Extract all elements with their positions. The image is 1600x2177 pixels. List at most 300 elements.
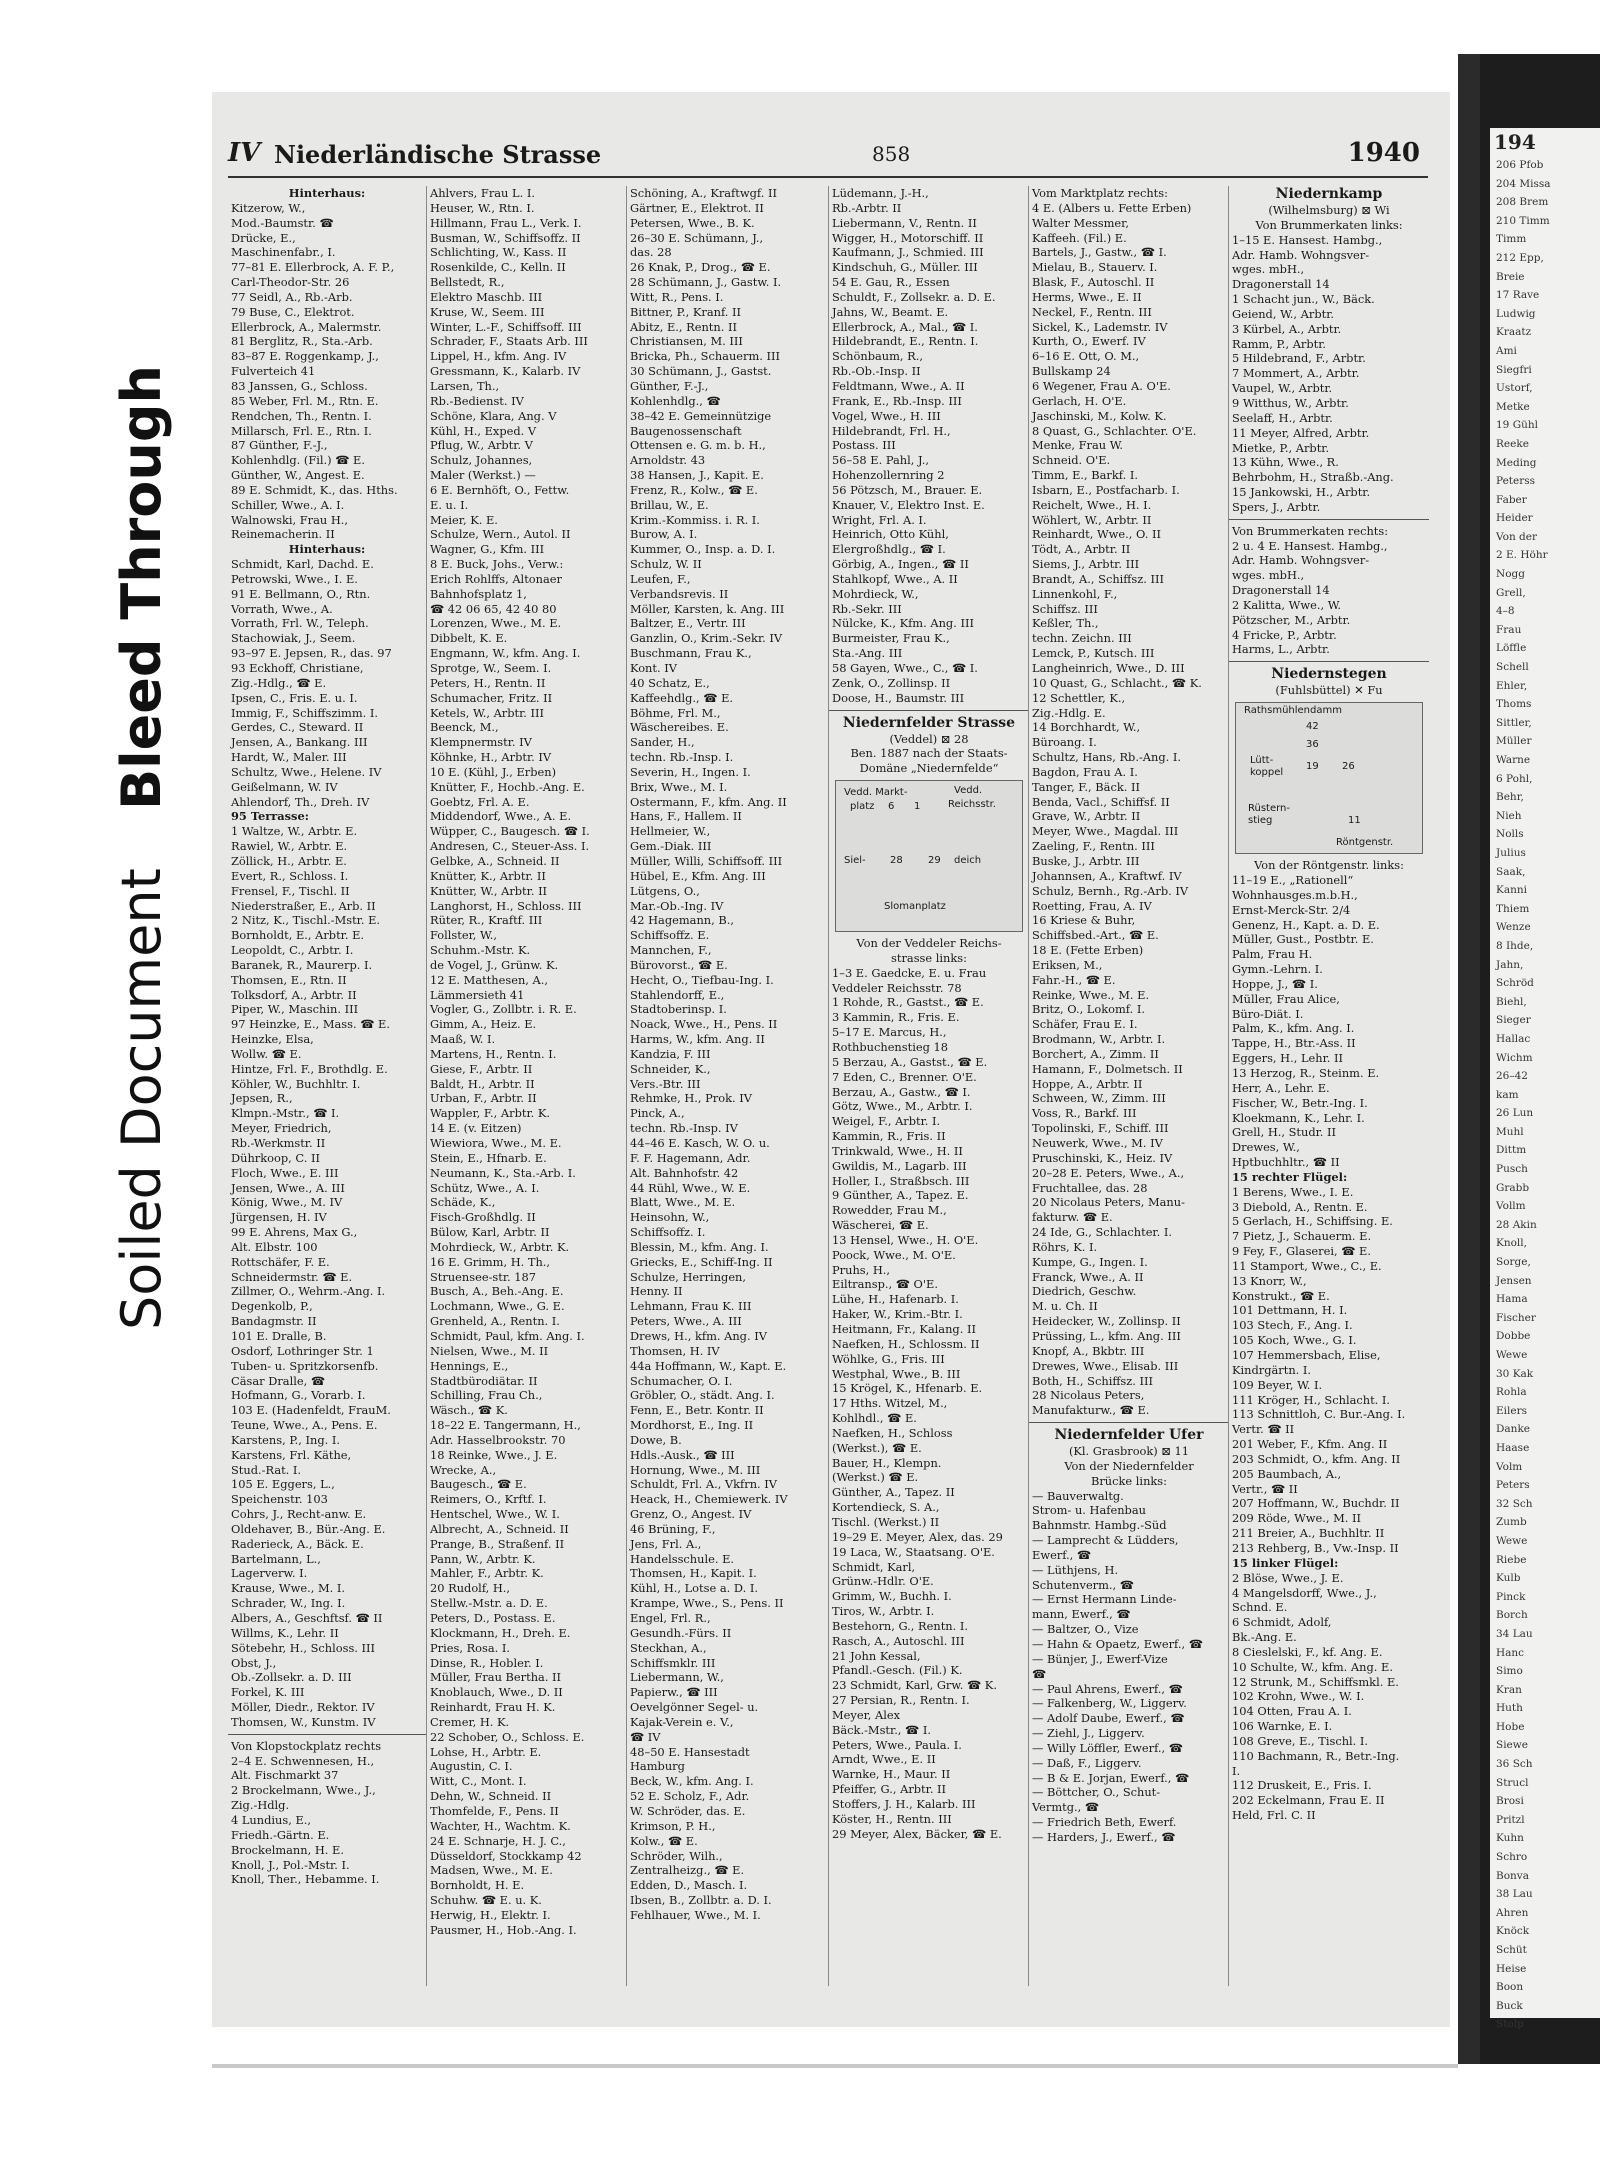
directory-entry: Kammin, R., Fris. II	[832, 1129, 946, 1144]
directory-entry: Lorenzen, Wwe., M. E.	[430, 616, 562, 631]
directory-entry: 1–15 E. Hansest. Hambg.,	[1232, 232, 1383, 247]
directory-entry: Gärtner, E., Elektrot. II	[630, 200, 764, 215]
directory-entry: Thomfelde, F., Pens. II	[430, 1803, 559, 1818]
soiled-document-label: Soiled Document	[110, 868, 173, 1330]
directory-entry: 4 Lundius, E.,	[231, 1812, 312, 1827]
directory-entry: ☎ IV	[630, 1729, 661, 1744]
directory-entry: Hornung, Wwe., M. III	[630, 1462, 761, 1477]
directory-entry: Klmpn.-Mstr., ☎ I.	[231, 1106, 340, 1121]
directory-entry: Pausmer, H., Hob.-Ang. I.	[430, 1922, 577, 1937]
directory-entry: Rb.-Bedienst. IV	[430, 393, 524, 408]
directory-entry: 54 E. Gau, R., Essen	[832, 275, 950, 290]
directory-entry: Hoppe, J., ☎ I.	[1232, 976, 1318, 991]
adjacent-page-entry: Knoll,	[1496, 1237, 1527, 1250]
directory-entry: Knütter, W., Arbtr. II	[430, 883, 548, 898]
directory-entry: 9 Witthus, W., Arbtr.	[1232, 395, 1349, 410]
directory-entry: Walnowski, Frau H.,	[231, 512, 348, 527]
scan-bottom-edge	[212, 2064, 1458, 2068]
directory-entry: Stadtbürodiätar. II	[430, 1373, 538, 1388]
adjacent-page-entry: Pinck	[1496, 1590, 1526, 1603]
directory-entry: Brandt, A., Schiffsz. III	[1032, 571, 1164, 586]
directory-entry: Schilling, Frau Ch.,	[430, 1388, 543, 1403]
page-header	[228, 136, 1428, 178]
directory-entry: Cohrs, J., Recht-anw. E.	[231, 1507, 367, 1522]
directory-entry: Kloekmann, K., Lehr. I.	[1232, 1110, 1365, 1125]
directory-entry: Ob.-Zollsekr. a. D. III	[231, 1670, 352, 1685]
directory-entry: Hamann, F., Dolmetsch. II	[1032, 1061, 1183, 1076]
directory-entry: Ellerbrock, A., Mal., ☎ I.	[832, 319, 978, 334]
directory-entry: Böhme, Frl. M.,	[630, 705, 721, 720]
directory-entry: Neumann, K., Sta.-Arb. I.	[430, 1165, 576, 1180]
directory-entry: Rendchen, Th., Rentn. I.	[231, 408, 372, 423]
directory-entry: Weigel, F., Arbtr. I.	[832, 1114, 941, 1129]
directory-entry: — Lamprecht & Lüdders,	[1032, 1533, 1179, 1548]
directory-entry: Adr. Hamb. Wohngsver-	[1232, 247, 1370, 262]
adjacent-page-entry: 204 Missa	[1496, 177, 1551, 190]
directory-entry: Rottschäfer, F. E.	[231, 1254, 330, 1269]
directory-entry: Busman, W., Schiffsoffz. II	[430, 230, 581, 245]
directory-entry: Schäde, K.,	[430, 1195, 496, 1210]
adjacent-page-entry: kam	[1496, 1088, 1519, 1101]
directory-entry: 3 Kammin, R., Fris. E.	[832, 1010, 960, 1025]
directory-entry: Adr. Hasselbrookstr. 70	[430, 1432, 566, 1447]
directory-entry: 104 Otten, Frau A. I.	[1232, 1704, 1352, 1719]
directory-entry: Alt. Fischmarkt 37	[231, 1768, 339, 1783]
directory-entry: Gerdes, C., Steward. II	[231, 720, 364, 735]
directory-entry: 2 u. 4 E. Hansest. Hambg.,	[1232, 538, 1388, 553]
adjacent-page-entry: 36 Sch	[1496, 1758, 1533, 1771]
adjacent-page-entry: Kanni	[1496, 884, 1527, 897]
map-label: 19	[1306, 761, 1319, 773]
adjacent-page-entry: Schell	[1496, 661, 1529, 674]
directory-entry: Speichenstr. 103	[231, 1492, 328, 1507]
directory-entry: Reinhardt, Frau H. K.	[430, 1700, 556, 1715]
directory-entry: Peters, Wwe., Paula. I.	[832, 1737, 962, 1752]
directory-entry: 209 Röde, Wwe., M. II	[1232, 1511, 1362, 1526]
directory-entry: Büro-Diät. I.	[1232, 1006, 1304, 1021]
directory-entry: Lemck, P., Kutsch. III	[1032, 646, 1155, 661]
adjacent-page-entry: Muhl	[1496, 1125, 1524, 1138]
directory-column	[426, 186, 627, 1986]
directory-entry: Zaeling, F., Rentn. III	[1032, 839, 1155, 854]
directory-entry: — Friedrich Beth, Ewerf.	[1032, 1815, 1177, 1830]
directory-entry: Von der Veddeler Reichs-	[856, 936, 1002, 951]
directory-entry: 6 E. Bernhöft, O., Fettw.	[430, 482, 570, 497]
directory-entry: Tiros, W., Arbtr. I.	[832, 1604, 935, 1619]
directory-entry: Rb.-Sekr. III	[832, 601, 902, 616]
directory-entry: Sötebehr, H., Schloss. III	[231, 1640, 376, 1655]
directory-entry: Poock, Wwe., M. O'E.	[832, 1247, 956, 1262]
directory-entry: Osdorf, Lothringer Str. 1	[231, 1343, 374, 1358]
directory-entry: Peters, H., Rentn. II	[430, 675, 546, 690]
directory-entry: W. Schröder, das. E.	[630, 1803, 746, 1818]
directory-entry: Albrecht, A., Schneid. II	[430, 1521, 569, 1536]
directory-entry: 12 Strunk, M., Schiffsmkl. E.	[1232, 1674, 1399, 1689]
directory-entry: Oldehaver, B., Bür.-Ang. E.	[231, 1521, 386, 1536]
directory-entry: Holler, I., Straßbsch. III	[832, 1173, 970, 1188]
directory-entry: 15 linker Flügel:	[1232, 1555, 1339, 1570]
directory-entry: Hennings, E.,	[430, 1358, 509, 1373]
directory-entry: Teune, Wwe., A., Pens. E.	[231, 1418, 378, 1433]
directory-entry: Kohlhdl., ☎ E.	[832, 1411, 917, 1426]
directory-entry: Baranek, R., Maurerp. I.	[231, 957, 373, 972]
directory-entry: Hohenzollernring 2	[832, 468, 945, 483]
directory-entry: Mahler, F., Arbtr. K.	[430, 1566, 544, 1581]
map-label: platz	[850, 801, 875, 813]
adjacent-page-entry: Sittler,	[1496, 716, 1532, 729]
directory-entry: Schiffsz. III	[1032, 601, 1098, 616]
street-heading: Niedernkamp	[1275, 186, 1383, 202]
directory-entry: 1 Rohde, R., Gastst., ☎ E.	[832, 995, 984, 1010]
directory-entry: 20 Nicolaus Peters, Manu-	[1032, 1195, 1185, 1210]
directory-entry: Henny. II	[630, 1284, 683, 1299]
directory-entry: 13 Herzog, R., Steinm. E.	[1232, 1065, 1380, 1080]
directory-entry: Drewes, Wwe., Elisab. III	[1032, 1358, 1179, 1373]
directory-entry: 97 Heinzke, E., Mass. ☎ E.	[231, 1017, 390, 1032]
adjacent-page-entry: Bonva	[1496, 1869, 1529, 1882]
directory-entry: Schmidt, Paul, kfm. Ang. I.	[430, 1328, 585, 1343]
directory-entry: Forkel, K. III	[231, 1685, 305, 1700]
directory-entry: Evert, R., Schloss. I.	[231, 868, 349, 883]
adjacent-page-entry: Jahn,	[1496, 958, 1524, 971]
directory-entry: 5 Hildebrand, F., Arbtr.	[1232, 351, 1366, 366]
directory-entry: Thomsen, H., Kapit. I.	[630, 1566, 757, 1581]
directory-entry: Christiansen, M. III	[630, 334, 743, 349]
directory-entry: — Hahn & Opaetz, Ewerf., ☎	[1032, 1637, 1203, 1651]
directory-entry: Urban, F., Arbtr. II	[430, 1091, 537, 1106]
directory-entry: Schiffsoffz. E.	[630, 928, 710, 943]
directory-entry: 207 Hoffmann, W., Buchdr. II	[1232, 1496, 1400, 1511]
adjacent-page-entry: Kuhn	[1496, 1832, 1524, 1845]
scan-edge-strip	[1458, 54, 1480, 2064]
directory-entry: Reinke, Wwe., M. E.	[1032, 987, 1150, 1002]
adjacent-page-entry: 210 Timm	[1496, 214, 1550, 227]
directory-entry: Mordhorst, E., Ing. II	[630, 1418, 754, 1433]
directory-entry: Stahlkopf, Wwe., A. II	[832, 571, 958, 586]
adjacent-page-entry: 212 Epp,	[1496, 251, 1544, 264]
directory-entry: Rasch, A., Autoschl. III	[832, 1633, 965, 1648]
directory-entry: Cäsar Dralle, ☎	[231, 1373, 326, 1388]
directory-entry: 18 Reinke, Wwe., J. E.	[430, 1447, 558, 1462]
adjacent-page-entry: Ami	[1496, 344, 1517, 357]
directory-entry: Heinrich, Otto Kühl,	[832, 527, 949, 542]
directory-entry: Fahr.-H., ☎ E.	[1032, 972, 1116, 987]
map-label: Siel-	[844, 855, 866, 867]
directory-entry: Diedrich, Geschw.	[1032, 1284, 1137, 1299]
directory-entry: Beenck, M.,	[430, 720, 499, 735]
directory-entry: 105 Koch, Wwe., G. I.	[1232, 1333, 1357, 1348]
directory-entry: Liebermann, V., Rentn. II	[832, 215, 977, 230]
directory-entry: Schween, W., Zimm. III	[1032, 1091, 1166, 1106]
directory-entry: — Böttcher, O., Schut-	[1032, 1785, 1161, 1800]
directory-entry: 44–46 E. Kasch, W. O. u.	[630, 1136, 770, 1150]
directory-entry: strasse links:	[891, 950, 967, 965]
directory-entry: Blask, F., Autoschl. II	[1032, 275, 1155, 290]
directory-entry: — Ernst Hermann Linde-	[1032, 1592, 1177, 1607]
adjacent-page-entry: Dobbe	[1496, 1330, 1531, 1343]
directory-entry: Goebtz, Frl. A. E.	[430, 794, 530, 809]
directory-entry: 40 Schatz, E.,	[630, 675, 710, 690]
directory-entry: Eggers, H., Lehr. II	[1232, 1051, 1344, 1066]
directory-entry: Schulz, W. II	[630, 557, 702, 572]
directory-entry: Kühl, H., Exped. V	[430, 423, 537, 438]
directory-entry: 38 Hansen, J., Kapit. E.	[630, 468, 764, 483]
directory-entry: Wäscherei, ☎ E.	[832, 1218, 929, 1233]
directory-entry: Pruhs, H.,	[832, 1262, 891, 1277]
directory-entry: Rothbuchenstieg 18	[832, 1039, 948, 1054]
directory-entry: 44 Rühl, Wwe., W. E.	[630, 1180, 751, 1195]
directory-entry: Arnoldstr. 43	[630, 453, 706, 468]
directory-entry: 2–4 E. Schwennesen, H.,	[231, 1753, 375, 1768]
directory-entry: 16 E. Grimm, H. Th.,	[430, 1254, 551, 1269]
directory-entry: Ganzlin, O., Krim.-Sekr. IV	[630, 631, 783, 646]
directory-entry: Erich Rohlffs, Altonaer	[430, 571, 562, 586]
directory-entry: Wollw. ☎ E.	[231, 1046, 302, 1061]
directory-entry: Grenheld, A., Rentn. I.	[430, 1314, 560, 1329]
directory-entry: Dehn, W., Schneid. II	[430, 1789, 552, 1804]
adjacent-page-entry: Behr,	[1496, 791, 1524, 804]
directory-entry: Elektro Maschb. III	[430, 289, 543, 304]
directory-entry: 24 E. Schnarje, H. J. C.,	[430, 1833, 566, 1848]
adjacent-page-entry: Wichm	[1496, 1051, 1533, 1064]
directory-entry: Wüpper, C., Baugesch. ☎ I.	[430, 824, 590, 839]
directory-entry: 56 Pötzsch, M., Brauer. E.	[832, 482, 983, 497]
directory-entry: Bestehorn, G., Rentn. I.	[832, 1618, 968, 1633]
directory-entry: Schulze, Wern., Autol. II	[430, 527, 571, 542]
directory-entry: 7 Mommert, A., Arbtr.	[1232, 366, 1360, 381]
directory-entry: Edden, D., Masch. I.	[630, 1878, 748, 1893]
directory-entry: Günther, A., Tapez. II	[832, 1485, 955, 1500]
directory-entry: Herwig, H., Elektr. I.	[430, 1907, 551, 1922]
directory-entry: 1 Waltze, W., Arbtr. E.	[231, 824, 358, 839]
directory-entry: Gem.-Diak. III	[630, 839, 712, 854]
adjacent-page-entry: Peterss	[1496, 475, 1536, 488]
adjacent-page-entry: Wewe	[1496, 1349, 1528, 1361]
directory-entry: 7 Eden, C., Brenner. O'E.	[832, 1069, 977, 1084]
directory-entry: Knopf, A., Bkbtr. III	[1032, 1343, 1145, 1358]
directory-entry: Köhler, W., Buchhltr. I.	[231, 1076, 361, 1091]
adjacent-page-entry: Ustorf,	[1496, 382, 1533, 395]
directory-entry: 30 Schümann, J., Gastst.	[630, 364, 772, 379]
directory-entry: Müller, Frau Alice,	[1232, 991, 1340, 1006]
directory-entry: Engel, Frl. R.,	[630, 1611, 711, 1625]
directory-entry: Hildebrandt, Frl. H.,	[832, 423, 951, 438]
directory-entry: 24 Ide, G., Schlachter. I.	[1032, 1225, 1172, 1240]
directory-entry: Witt, R., Pens. I.	[630, 289, 724, 304]
adjacent-page-entry: 6 Pohl,	[1496, 772, 1533, 785]
directory-entry: Heinzke, Elsa,	[231, 1032, 314, 1047]
directory-entry: Ketels, W., Arbtr. III	[430, 705, 545, 720]
directory-entry: Dührkoop, C. II	[231, 1150, 320, 1165]
directory-entry: Steckhan, A.,	[630, 1640, 707, 1655]
adjacent-page-entry: Nolls	[1496, 828, 1524, 841]
directory-entry: Heitmann, Fr., Kalang. II	[832, 1322, 976, 1336]
directory-entry: Bricka, Ph., Schauerm. III	[630, 349, 781, 364]
directory-entry: Prüssing, L., kfm. Ang. III	[1032, 1328, 1181, 1343]
directory-entry: — Paul Ahrens, Ewerf., ☎	[1032, 1681, 1183, 1696]
directory-entry: 38–42 E. Gemeinnützige	[630, 408, 772, 423]
directory-entry: Hamburg	[630, 1759, 685, 1774]
directory-entry: 29 Meyer, Alex, Bäcker, ☎ E.	[832, 1826, 1002, 1841]
directory-entry: Noack, Wwe., H., Pens. II	[630, 1017, 778, 1032]
directory-entry: Schultz, Wwe., Helene. IV	[231, 764, 382, 779]
directory-entry: Schütz, Wwe., A. I.	[430, 1180, 540, 1195]
directory-entry: Reichelt, Wwe., H. I.	[1032, 497, 1152, 512]
directory-entry: Fisch-Großhdlg. II	[430, 1210, 536, 1225]
directory-entry: Thomsen, E., Rtn. II	[231, 972, 347, 987]
directory-entry: Blessin, M., kfm. Ang. I.	[630, 1239, 769, 1254]
directory-entry: Eiltransp., ☎ O'E.	[832, 1277, 938, 1292]
directory-entry: Von Brummerkaten rechts:	[1232, 523, 1389, 538]
directory-entry: Griecks, E., Schiff-Ing. II	[630, 1254, 773, 1269]
directory-entry: Lohse, H., Arbtr. E.	[430, 1744, 542, 1759]
directory-entry: Lippel, H., kfm. Ang. IV	[430, 349, 567, 364]
adjacent-page-entry: Volm	[1496, 1460, 1523, 1473]
directory-entry: Topolinski, F., Schiff. III	[1032, 1121, 1169, 1136]
directory-entry: Geiend, W., Arbtr.	[1232, 306, 1335, 321]
directory-entry: Jensen, Wwe., A. III	[231, 1180, 345, 1195]
adjacent-page-entry: Heider	[1496, 512, 1533, 525]
directory-entry: Wohnhausges.m.b.H.,	[1232, 887, 1358, 902]
directory-entry: Cremer, H. K.	[430, 1714, 510, 1729]
adjacent-page-entry: Siegfri	[1496, 363, 1532, 376]
directory-entry: Vaupel, W., Arbtr.	[1232, 381, 1333, 396]
directory-entry: Kruse, W., Seem. III	[430, 304, 545, 319]
directory-entry: Brillau, W., E.	[630, 497, 709, 512]
directory-entry: Schulze, Herringen,	[630, 1269, 747, 1284]
adjacent-page-entry: Saak,	[1496, 865, 1526, 878]
adjacent-page-entry: Timm	[1496, 233, 1527, 246]
directory-entry: 113 Schnittloh, C. Bur.-Ang. I.	[1232, 1407, 1406, 1422]
directory-entry: Walter Messmer,	[1032, 215, 1129, 230]
directory-entry: Von Brummerkaten links:	[1255, 217, 1403, 232]
directory-entry: Siems, J., Arbtr. III	[1032, 557, 1140, 572]
directory-entry: Feldtmann, Wwe., A. II	[832, 378, 965, 393]
directory-entry: 8 E. Buck, Johs., Verw.:	[430, 557, 564, 572]
directory-entry: Sprotge, W., Seem. I.	[430, 661, 552, 675]
directory-entry: Fulverteich 41	[231, 364, 316, 379]
directory-entry: Rawiel, W., Arbtr. E.	[231, 839, 348, 854]
directory-entry: Burmeister, Frau K.,	[832, 631, 950, 646]
directory-entry: Naefken, H., Schlossm. II	[832, 1336, 980, 1351]
directory-entry: 213 Rehberg, B., Vw.-Insp. II	[1232, 1540, 1399, 1555]
directory-entry: Ernst-Merck-Str. 2/4	[1232, 902, 1351, 917]
directory-entry: Ben. 1887 nach der Staats-	[850, 746, 1008, 761]
directory-entry: Rosenkilde, C., Kelln. II	[430, 260, 566, 275]
directory-entry: Ostermann, F., kfm. Ang. II	[630, 794, 787, 809]
directory-entry: Schiffsbed.-Art., ☎ E.	[1032, 928, 1159, 943]
adjacent-page-entry: Dittm	[1496, 1144, 1527, 1157]
directory-entry: 2 Kalitta, Wwe., W.	[1232, 597, 1342, 612]
adjacent-page-entry: Warne	[1496, 754, 1531, 766]
directory-entry: Maler (Werkst.) —	[430, 468, 536, 483]
directory-column	[1028, 186, 1229, 1986]
directory-entry: Ramm, P., Arbtr.	[1232, 336, 1327, 351]
map-label: 36	[1306, 739, 1319, 751]
directory-entry: Knoblauch, Wwe., D. II	[430, 1685, 563, 1700]
directory-entry: Kohlenhdlg. (Fil.) ☎ E.	[231, 453, 365, 468]
directory-entry: 77 Seidl, A., Rb.-Arb.	[231, 289, 353, 304]
adjacent-page-entry: Buck	[1496, 1999, 1523, 2012]
directory-entry: Karstens, P., Ing. I.	[231, 1432, 341, 1447]
directory-entry: Karstens, Frl. Käthe,	[231, 1447, 352, 1462]
directory-entry: Vom Marktplatz rechts:	[1032, 186, 1168, 200]
directory-entry: 8 Cieslelski, F., kf. Ang. E.	[1232, 1644, 1383, 1659]
adjacent-page-entry: Faber	[1496, 493, 1527, 506]
directory-entry: 87 Günther, F.-J.,	[231, 438, 328, 453]
adjacent-page-entry: Riebe	[1496, 1553, 1527, 1566]
adjacent-page-entry: Thiem	[1496, 902, 1530, 915]
directory-entry: Schöne, Klara, Ang. V	[430, 408, 557, 423]
directory-entry: Vogel, Wwe., H. III	[832, 408, 941, 423]
directory-entry: Wöhlke, G., Fris. III	[832, 1351, 945, 1366]
directory-entry: Niederstraßer, E., Arb. II	[231, 898, 376, 913]
directory-entry: Severin, H., Ingen. I.	[630, 764, 751, 779]
directory-entry: Palm, Frau H.	[1232, 947, 1313, 962]
adjacent-page-entry: Julius	[1496, 846, 1526, 859]
directory-entry: Hentschel, Wwe., W. I.	[430, 1507, 560, 1522]
adjacent-page-entry: Huth	[1496, 1702, 1523, 1715]
directory-entry: Dibbelt, K. E.	[430, 631, 508, 646]
directory-entry: (Kl. Grasbrook) ⊠ 11	[1068, 1444, 1190, 1459]
directory-entry: — B & E. Jorjan, Ewerf., ☎	[1032, 1770, 1190, 1785]
directory-entry: 201 Weber, F., Kfm. Ang. II	[1232, 1437, 1388, 1452]
directory-entry: Tappe, H., Btr.-Ass. II	[1232, 1036, 1356, 1051]
directory-entry: Gelbke, A., Schneid. II	[430, 853, 560, 868]
directory-entry: Middendorf, Wwe., A. E.	[430, 809, 572, 824]
directory-entry: Baltzer, E., Vertr. III	[630, 616, 746, 631]
directory-entry: Bahnmstr. Hambg.-Süd	[1032, 1518, 1167, 1533]
bleed-through-label: Bleed Through	[110, 365, 173, 810]
directory-entry: 56–58 E. Pahl, J.,	[832, 453, 929, 468]
directory-entry: Rehmke, H., Prok. IV	[630, 1091, 752, 1106]
directory-entry: — Baltzer, O., Vize	[1032, 1622, 1139, 1637]
adjacent-page-entry: Ludwig	[1496, 307, 1536, 320]
directory-entry: techn. Rb.-Insp. IV	[630, 1121, 738, 1136]
directory-entry: Knütter, K., Arbtr. II	[430, 868, 546, 883]
directory-entry: Leopoldt, C., Arbtr. I.	[231, 943, 354, 958]
directory-entry: 111 Kröger, H., Schlacht. I.	[1232, 1392, 1391, 1407]
directory-entry: Bellstedt, R.,	[430, 275, 505, 290]
adjacent-page-entry: Eilers	[1496, 1404, 1528, 1417]
directory-entry: Heinsohn, W.,	[630, 1210, 710, 1225]
directory-entry: Voss, R., Barkf. III	[1032, 1106, 1137, 1121]
directory-entry: Heidecker, W., Zollinsp. II	[1032, 1314, 1181, 1329]
directory-entry: 27 Persian, R., Rentn. I.	[832, 1693, 970, 1708]
directory-entry: — Daß, F., Liggerv.	[1032, 1755, 1142, 1770]
directory-entry: Zenk, O., Zollinsp. II	[832, 675, 951, 690]
directory-page	[212, 92, 1450, 2027]
directory-entry: wges. mbH.,	[1232, 262, 1305, 277]
directory-entry: Heack, H., Chemiewerk. IV	[630, 1492, 788, 1507]
directory-entry: Köster, H., Rentn. III	[832, 1811, 952, 1826]
directory-entry: Buske, J., Arbtr. III	[1032, 853, 1140, 868]
directory-entry: Fischer, W., Betr.-Ing. I.	[1232, 1095, 1368, 1110]
directory-entry: Krampe, Wwe., S., Pens. II	[630, 1596, 784, 1611]
directory-entry: Hillmann, Frau L., Verk. I.	[430, 215, 582, 230]
directory-entry: — Adolf Daube, Ewerf., ☎	[1032, 1711, 1185, 1726]
adjacent-page-entry: Müller	[1496, 735, 1532, 748]
directory-entry: (Fuhlsbüttel) ✕ Fu	[1275, 683, 1383, 698]
directory-entry: Peters, D., Postass. E.	[430, 1611, 556, 1625]
street-heading: Niedernfelder Strasse	[842, 714, 1016, 731]
directory-entry: Klempnermstr. IV	[430, 735, 532, 750]
map-label: Slomanplatz	[884, 901, 946, 913]
directory-entry: Trinkwald, Wwe., H. II	[832, 1143, 963, 1158]
directory-entry: 16 Kriese & Buhr,	[1032, 913, 1136, 928]
directory-entry: Blatt, Wwe., M. E.	[630, 1195, 736, 1210]
directory-entry: 28 Schümann, J., Gastw. I.	[630, 275, 782, 290]
